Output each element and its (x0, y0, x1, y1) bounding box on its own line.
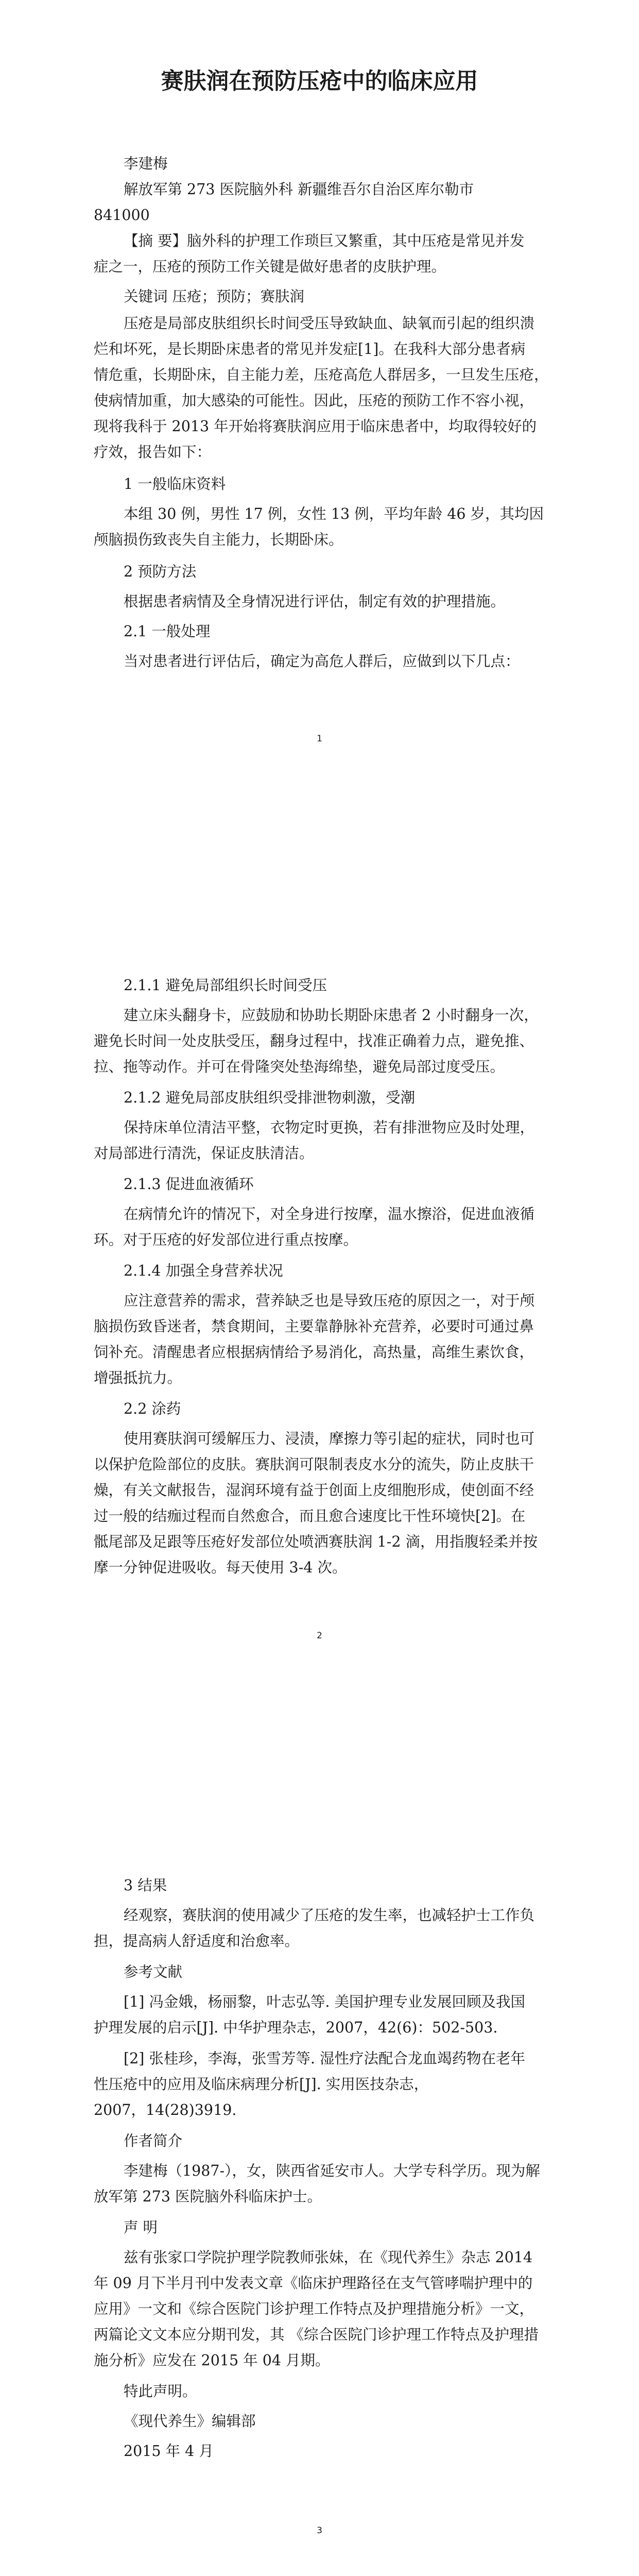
body-line: 燥，有关文献报告，湿润环境有益于创面上皮细胞形成，使创面不经 (94, 1482, 534, 1499)
body-line: 饲补充。清醒患者应根据病情给予易消化，高热量，高维生素饮食， (94, 1344, 534, 1361)
declaration-line: 施分析》应发在 2015 年 04 月期。 (94, 2352, 330, 2369)
abstract-line: 症之一，压疮的预防工作关键是做好患者的皮肤护理。 (94, 258, 446, 275)
intro-line: 烂和坏死，是长期卧床患者的常见并发症[1]。在我科大部分患者病 (94, 341, 526, 358)
bio-line: 放军第 273 医院脑外科临床护士。 (94, 2188, 322, 2205)
body-line: 本组 30 例，男性 17 例，女性 13 例，平均年龄 46 岁，其均因 (124, 505, 544, 522)
declaration-heading: 声 明 (124, 2219, 158, 2236)
declaration-line: 年 09 月下半月刊中发表文章《临床护理路径在支气管哮喘护理中的 (94, 2275, 533, 2292)
body-line: 环。对于压疮的好发部位进行重点按摩。 (94, 1231, 358, 1248)
abstract-line: 【摘 要】脑外科的护理工作琐巨又繁重，其中压疮是常见并发 (124, 232, 525, 249)
declaration-date: 2015 年 4 月 (124, 2443, 214, 2460)
body-line: 担，提高病人舒适度和治愈率。 (94, 1933, 300, 1950)
intro-line: 情危重，长期卧床，自主能力差，压疮高危人群居多，一旦发生压疮， (94, 366, 549, 383)
intro-line: 压疮是局部皮肤组织长时间受压导致缺血、缺氧而引起的组织溃 (124, 315, 535, 332)
body-line: 根据患者病情及全身情况进行评估，制定有效的护理措施。 (124, 593, 506, 610)
body-line: 对局部进行清洗，保证皮肤清洁。 (94, 1145, 314, 1162)
body-line: 应注意营养的需求，营养缺乏也是导致压疮的原因之一，对于颅 (124, 1292, 535, 1309)
declaration-line: 应用》一文和《综合医院门诊护理工作特点及护理措施分析》一文， (94, 2300, 534, 2317)
intro-line: 现将我科于 2013 年开始将赛肤润应用于临床患者中，均取得较好的 (94, 418, 537, 435)
body-line: 避免长时间一处皮肤受压，翻身过程中，找准正确着力点，避免推、 (94, 1032, 534, 1049)
body-line: 颅脑损伤致丧失自主能力，长期卧床。 (94, 531, 343, 548)
body-line: 当对患者进行评估后，确定为高危人群后，应做到以下几点： (124, 653, 520, 670)
body-line: 摩一分钟促进吸收。每天使用 3-4 次。 (94, 1559, 347, 1576)
section-heading: 2.2 涂药 (124, 1400, 181, 1417)
section-heading: 2.1.1 避免局部组织长时间受压 (124, 977, 327, 994)
editor-signature: 《现代养生》编辑部 (124, 2413, 256, 2430)
declaration-line: 兹有张家口学院护理学院教师张妹，在《现代养生》杂志 2014 (124, 2249, 533, 2266)
author-name: 李建梅 (124, 155, 168, 172)
reference-line: 2007，14(28)3919. (94, 2102, 237, 2119)
reference-line: [1] 冯金娥，杨丽黎，叶志弘等. 美国护理专业发展回顾及我国 (124, 1993, 526, 2010)
reference-line: 性压疮中的应用及临床病理分析[J]. 实用医技杂志， (94, 2076, 429, 2093)
reference-line: 护理发展的启示[J]. 中华护理杂志，2007，42(6)：502-503. (94, 2019, 498, 2036)
bio-heading: 作者简介 (124, 2132, 183, 2149)
references-heading: 参考文献 (124, 1963, 183, 1980)
section-heading: 1 一般临床资料 (124, 476, 226, 493)
section-heading: 2.1.3 促进血液循环 (124, 1176, 254, 1193)
page-number: 2 (317, 1631, 322, 1641)
body-line: 增强抵抗力。 (94, 1369, 182, 1386)
body-line: 在病情允许的情况下，对全身进行按摩，温水擦浴，促进血液循 (124, 1206, 535, 1223)
reference-line: [2] 张桂珍，李海，张雪芳等. 湿性疗法配合龙血竭药物在老年 (124, 2050, 526, 2067)
intro-line: 疗效，报告如下： (94, 444, 212, 461)
page-number: 3 (317, 2526, 322, 2536)
section-heading: 2 预防方法 (124, 563, 197, 580)
body-line: 保持床单位清洁平整，衣物定时更换，若有排泄物应及时处理， (124, 1119, 535, 1136)
intro-line: 使病情加重，加大感染的可能性。因此，压疮的预防工作不容小视， (94, 392, 534, 409)
body-line: 骶尾部及足跟等压疮好发部位处喷洒赛肤润 1-2 滴，用指腹轻柔并按 (94, 1533, 538, 1550)
section-heading: 2.1 一般处理 (124, 623, 211, 640)
body-line: 过一般的结痂过程而自然愈合，而且愈合速度比干性环境快[2]。在 (94, 1507, 526, 1524)
paper-title: 赛肤润在预防压疮中的临床应用 (161, 68, 478, 94)
body-line: 脑损伤致昏迷者，禁食期间，主要靠静脉补充营养，必要时可通过鼻 (94, 1318, 534, 1335)
section-heading: 2.1.4 加强全身营养状况 (124, 1262, 283, 1279)
author-affiliation (124, 179, 556, 200)
affiliation-line: 解放军第 273 医院脑外科 新疆维吾尔自治区库尔勒市 (124, 181, 474, 198)
body-line: 拉、拖等动作。并可在骨隆突处垫海绵垫，避免局部过度受压。 (94, 1058, 505, 1075)
page-number: 1 (317, 734, 322, 744)
section-heading: 2.1.2 避免局部皮肤组织受排泄物刺激，受潮 (124, 1089, 416, 1106)
section-heading: 3 结果 (124, 1877, 167, 1894)
body-line: 以保护危险部位的皮肤。赛肤润可限制表皮水分的流失，防止皮肤干 (94, 1456, 534, 1473)
body-line: 使用赛肤润可缓解压力、浸渍，摩擦力等引起的症状，同时也可 (124, 1430, 535, 1447)
bio-line: 李建梅（1987-），女，陕西省延安市人。大学专科学历。现为解 (124, 2162, 540, 2179)
body-line: 建立床头翻身卡，应鼓励和协助长期卧床患者 2 小时翻身一次， (124, 1007, 539, 1024)
keywords: 关键词 压疮；预防；赛肤润 (124, 288, 305, 305)
declaration-closing: 特此声明。 (124, 2383, 197, 2400)
declaration-line: 两篇论文文本应分期刊发，其 《综合医院门诊护理工作特点及护理措 (94, 2326, 539, 2343)
body-line: 经观察，赛肤润的使用减少了压疮的发生率，也减轻护士工作负 (124, 1907, 535, 1924)
affiliation-postcode: 841000 (94, 207, 150, 224)
